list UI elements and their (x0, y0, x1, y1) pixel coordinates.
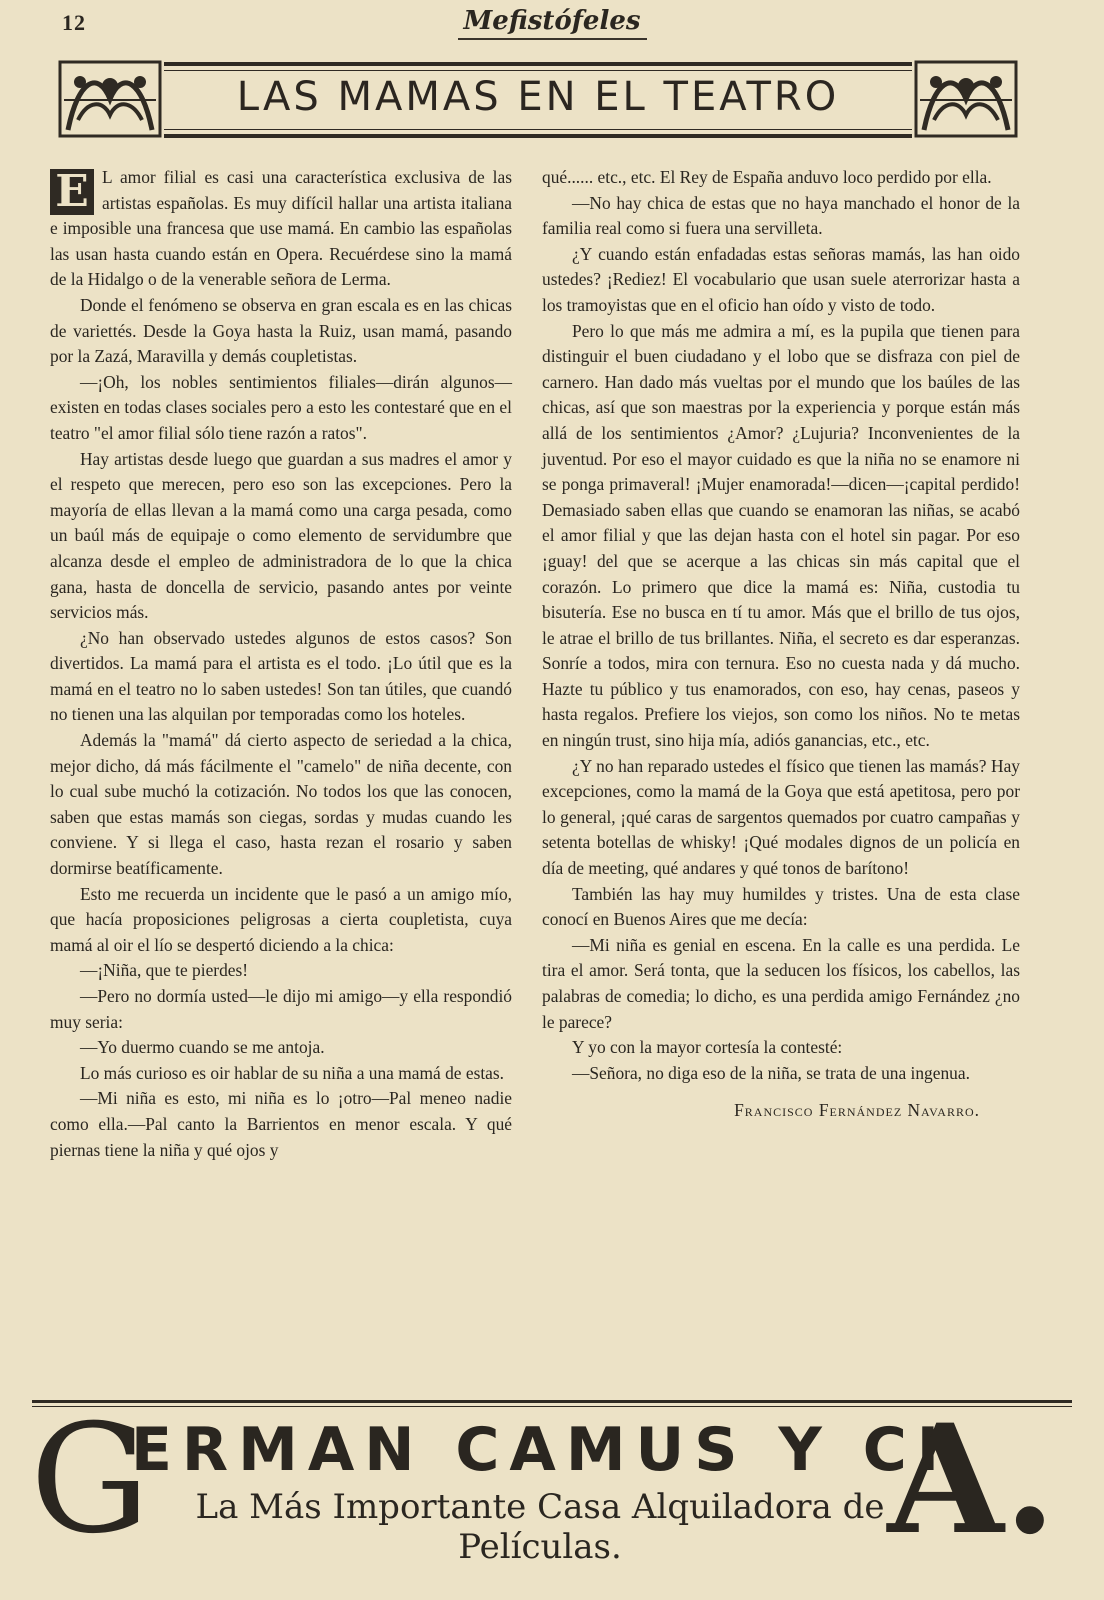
paragraph: ¿Y no han reparado ustedes el físico que tienen las mamás? Hay excepciones, como la mamá de la Goya que está apetitosa, pero por lo general, ¡qué caras de sargentos quemados por cuatro campañas y setenta botellas de whisky! ¡Qué modales dignos de un policía en día de meeting, qué andares y qué tonos de barítono! (542, 755, 1020, 879)
author-signature: Francisco Fernández Navarro. (734, 1100, 980, 1121)
paragraph: qué...... etc., etc. El Rey de España anduvo loco perdido por ella. (542, 167, 992, 187)
paragraph: Lo más curioso es oir hablar de su niña a una mamá de estas. (80, 1062, 505, 1083)
floral-ornament-icon (914, 60, 1018, 138)
paragraph: También las hay muy humildes y tristes. Una de esta clase conocí en Buenos Aires que me decía: (542, 883, 1020, 930)
paragraph: —¡Niña, que te pierdes! (80, 960, 249, 981)
paragraph: —¡Oh, los nobles sentimientos filiales—dirán algunos—existen en todas clases sociales pero a esto les contestaré que en el teatro "el amor filial sólo tiene razón a ratos". (50, 371, 512, 443)
paragraph: ¿Y cuando están enfadadas estas señoras mamás, las han oido ustedes? ¡Rediez! El vocabulario que usan suele aterrorizar hasta a los tramoyistas que en el oficio han oído y visto de todo. (542, 243, 1020, 315)
paragraph: —Pero no dormía usted—le dijo mi amigo—y ella respondió muy seria: (50, 986, 512, 1032)
magazine-name: Mefistófeles (458, 6, 647, 40)
advertisement (30, 1392, 1074, 1568)
paragraph: —Yo duermo cuando se me antoja. (80, 1037, 325, 1058)
paragraph: —Mi niña es genial en escena. En la calle es una perdida. Le tira el amor. Será tonta, que la seducen los físicos, los cabellos, las palabras de comedia; lo dicho, es una perdida amigo Fernández ¿no le parece? (542, 934, 1020, 1032)
magazine-title (0, 6, 1104, 40)
article-title: LAS MAMAS EN EL TEATRO (236, 74, 840, 120)
floral-ornament-icon (58, 60, 162, 138)
paragraph: —Señora, no diga eso de la niña, se trata de una ingenua. (572, 1062, 970, 1083)
paragraph: ¿No han observado ustedes algunos de estos casos? Son divertidos. La mamá para el artista es el todo. ¡Lo útil que es la mamá en el teatro no lo saben ustedes! Son tan útiles, que cuandó no tienen una las alquilan por temporadas como los hoteles. (50, 627, 512, 725)
ad-initial: G (30, 1393, 150, 1567)
drop-cap: E (50, 169, 94, 215)
paragraph: —No hay chica de estas que no haya manchado el honor de la familia real como si fuera una servilleta. (542, 192, 1020, 239)
article-banner (58, 58, 1018, 142)
page-number: 12 (62, 10, 86, 35)
ad-tagline: La Más Importante Casa Alquiladora de Películas. (195, 1487, 885, 1567)
paragraph: Hay artistas desde luego que guardan a sus madres el amor y el respeto que merecen, pero eso son las excepciones. Pero la mayoría de ellas llevan a la mamá como una carga pesada, como un baúl más de equipaje o como elemento de servidumbre que alcanza desde el empleo de administradora de lo que la chica gana, hasta de doncella de servicio, pasando antes por veinte servicios más. (50, 448, 512, 623)
paragraph: Pero lo que más me admira a mí, es la pupila que tienen para distinguir el buen ciudadano y el lobo que se disfraza con piel de carnero. Han dado más vueltas por el mundo que los baúles de las chicas, así que son maestras por la experiencia y porque están más allá de los sentimientos ¿Amor? ¿Lujuria? Inconvenientes de la juventud. Por eso el mayor cuidado es que la niña no se enamore ni se ponga primaveral! ¡Mujer enamorada!—dicen—¡capital perdido! Demasiado saben ellas que cuando se enamoran las niñas, se acabó el amor filial y que las dejan hasta con el hotel sin pagar. Por eso ¡guay! del que se acerque a las chicas sin más capital que el corazón. Lo primero que dice la mamá es: Niña, custodia tu bisutería. Ese no busca en tí tu amor. Más que el brillo de tus ojos, le atrae el brillo de tus brillantes. Niña, el secreto es dar esperanzas. Sonríe a todos, mira con ternura. Eso no cuesta nada y dá mucho. Hazte tu público y tus enamorados, con eso, hay cenas, paseos y hasta regalos. Prefiere los viejos, son como los niños. No te metas en ningún trust, sino hija mía, adiós ganancias, etc., etc. (542, 320, 1020, 751)
ad-company-name: ERMAN CAMUS Y CI (130, 1415, 950, 1485)
paragraph: Además la "mamá" dá cierto aspecto de seriedad a la chica, mejor dicho, dá más fácilmente el "camelo" de niña decente, con lo cual sube muchó la cotización. No todos los que las conocen, saben que estas mamás son ciegas, sordas y mudas cuando les conviene. Y si llega el caso, hasta rezan el rosario y saben dormirse beatíficamente. (50, 730, 512, 879)
paragraph: —Mi niña es esto, mi niña es lo ¡otro—Pal meneo nadie como ella.—Pal canto la Barrientos en menor escala. Y qué piernas tiene la niña y qué ojos y (50, 1088, 512, 1160)
ad-final-letters: A. (887, 1392, 1056, 1568)
paragraph: Donde el fenómeno se observa en gran escala es en las chicas de variettés. Desde la Goya hasta la Ruiz, usan mamá, pasando por la Zazá, Maravilla y demás coupletistas. (50, 294, 512, 367)
article-left-column (50, 165, 512, 1163)
article-right-column (542, 165, 1020, 1124)
paragraph: E L amor filial es casi una característica exclusiva de las artistas españolas. Es muy difícil hallar una artista italiana e imposible una francesa que use mamá. En cambio las españolas las usan hasta cuando están en Opera. Recuérdese sino la mamá de la Hidalgo o de la venerable señora de Lerma. (50, 166, 512, 290)
paragraph: Y yo con la mayor cortesía la contesté: (572, 1037, 843, 1058)
paragraph: Esto me recuerda un incidente que le pasó a un amigo mío, que hacía proposiciones peligrosas a cierta coupletista, cuya mamá al oir el lío se despertó diciendo a la chica: (50, 883, 512, 955)
